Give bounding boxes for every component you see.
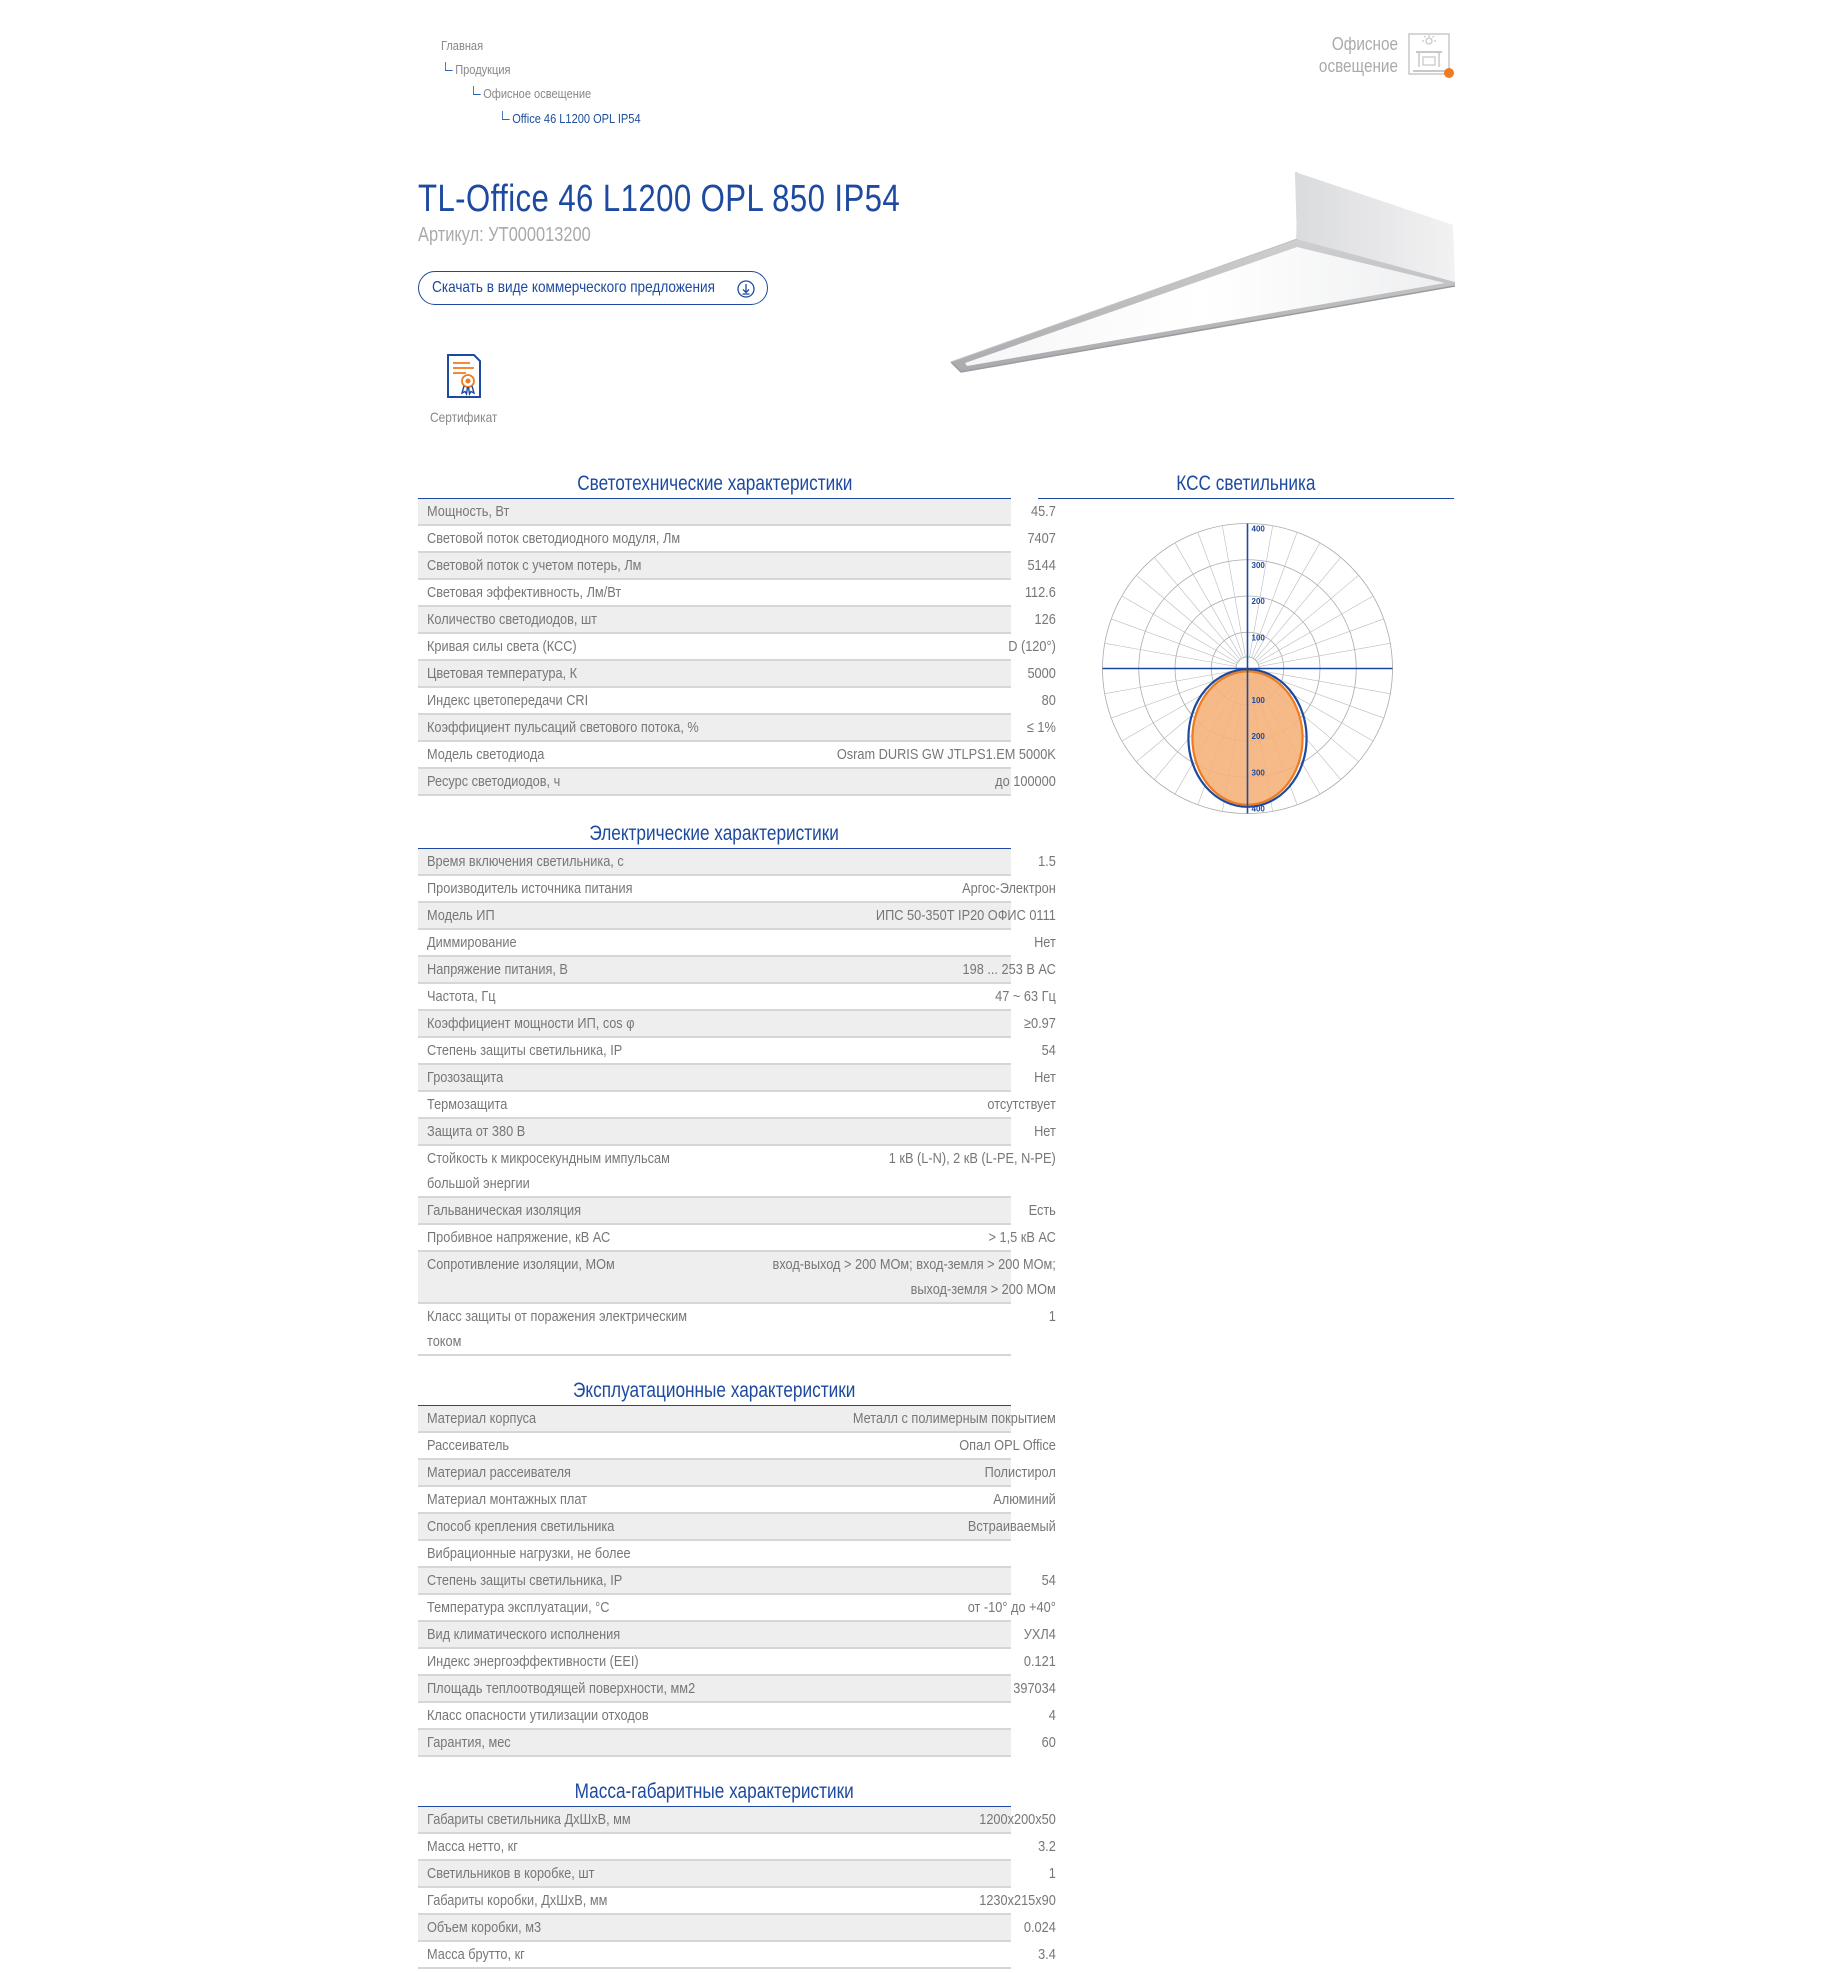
spec-row: [418, 1676, 1056, 1703]
spec-section-title: [418, 820, 1011, 849]
spec-value-text: до 100000: [995, 773, 1056, 790]
spec-value: [703, 849, 1056, 874]
spec-key: [418, 903, 703, 928]
spec-key: [418, 688, 703, 713]
spec-key: [418, 1888, 703, 1913]
spec-key-text: Класс защиты от поражения электрическим током: [427, 1308, 688, 1350]
spec-row: [418, 1915, 1056, 1942]
spec-key-text: Объем коробки, м3: [427, 1919, 542, 1936]
category-line1: Офисное: [1331, 34, 1398, 54]
spec-key-text: Материал рассеивателя: [427, 1464, 571, 1481]
spec-key-text: Степень защиты светильника, IP: [427, 1572, 623, 1589]
spec-value: [703, 769, 1056, 794]
spec-key: [418, 1487, 703, 1512]
spec-key-text: Защита от 380 В: [427, 1123, 526, 1140]
spec-value-text: 47 ~ 63 Гц: [995, 988, 1056, 1005]
spec-key: [418, 1065, 703, 1090]
spec-key: [418, 1676, 703, 1701]
spec-section: [418, 470, 1056, 796]
spec-value-text: 54: [1041, 1042, 1056, 1059]
spec-row: [418, 1487, 1056, 1514]
spec-value-text: 112.6: [1024, 584, 1056, 601]
spec-value: [703, 1225, 1056, 1250]
spec-key-text: Цветовая температура, К: [427, 665, 578, 682]
spec-value: [703, 580, 1056, 605]
spec-value: [703, 930, 1056, 955]
spec-key-text: Световая эффективность, Лм/Вт: [427, 584, 622, 601]
spec-value: [703, 553, 1056, 578]
spec-value: [703, 1730, 1056, 1755]
spec-row: [418, 1065, 1056, 1092]
spec-value: [703, 1065, 1056, 1090]
spec-key-text: Грозозащита: [427, 1069, 504, 1086]
breadcrumb-home[interactable]: Главная: [441, 38, 484, 53]
download-icon: [737, 280, 755, 298]
spec-key: [418, 1119, 703, 1144]
spec-value-text: 60: [1041, 1734, 1056, 1751]
spec-value: [703, 1861, 1056, 1886]
spec-key: [418, 1092, 703, 1117]
spec-key-text: Мощность, Вт: [427, 503, 510, 520]
spec-key: [418, 499, 703, 524]
breadcrumb-item-office-lighting[interactable]: [473, 86, 591, 101]
spec-value-text: 4: [1048, 1707, 1056, 1724]
spec-table: [418, 849, 1056, 1356]
certificate-label[interactable]: Сертификат: [430, 409, 498, 425]
spec-key: [418, 526, 703, 551]
spec-key: [418, 1730, 703, 1755]
spec-value: [703, 499, 1056, 524]
spec-row: [418, 1622, 1056, 1649]
spec-row: [418, 1092, 1056, 1119]
spec-key: [418, 1834, 703, 1859]
spec-row: [418, 1146, 1056, 1198]
spec-value-text: Нет: [1034, 934, 1056, 951]
spec-value-text: 126: [1034, 611, 1056, 628]
spec-value-text: 3.4: [1038, 1946, 1056, 1963]
spec-row: [418, 1011, 1056, 1038]
download-offer-label: Скачать в виде коммерческого предложения: [432, 279, 715, 296]
polar-grid-spoke: [1222, 526, 1245, 657]
spec-section-title: [418, 470, 1011, 499]
polar-tick-label: 200: [1251, 732, 1265, 741]
spec-key: [418, 742, 703, 767]
spec-key: [418, 1146, 703, 1196]
spec-value: [703, 1304, 1056, 1354]
spec-value-text: 198 ... 253 В АС: [962, 961, 1056, 978]
spec-key: [418, 1942, 703, 1967]
spec-value: [703, 1460, 1056, 1485]
spec-key-text: Рассеиватель: [427, 1437, 510, 1454]
spec-key-text: Пробивное напряжение, кВ АС: [427, 1229, 611, 1246]
spec-key: [418, 1198, 703, 1223]
spec-key-text: Производитель источника питания: [427, 880, 633, 897]
spec-key: [418, 1038, 703, 1063]
spec-key-text: Количество светодиодов, шт: [427, 611, 598, 628]
spec-key: [418, 1406, 703, 1431]
spec-value-text: Опал OPL Office: [959, 1437, 1056, 1454]
spec-key-text: Габариты коробки, ДхШхВ, мм: [427, 1892, 608, 1909]
spec-row: [418, 1198, 1056, 1225]
spec-key: [418, 769, 703, 794]
spec-key-text: Площадь теплоотводящей поверхности, мм2: [427, 1680, 696, 1697]
spec-row: [418, 526, 1056, 553]
spec-key: [418, 1622, 703, 1647]
spec-key-text: Модель ИП: [427, 907, 495, 924]
spec-value: [703, 742, 1056, 767]
spec-section-title-text: Электрические характеристики: [589, 822, 840, 845]
product-image: [945, 170, 1455, 385]
polar-grid-spoke: [1105, 643, 1236, 666]
tree-branch-icon: [502, 111, 510, 120]
spec-value: [703, 1915, 1056, 1940]
spec-value: [703, 1514, 1056, 1539]
spec-value: [703, 1119, 1056, 1144]
spec-value-text: Встраиваемый: [967, 1518, 1056, 1535]
spec-row: [418, 742, 1056, 769]
spec-value-text: 1 кВ (L-N), 2 кВ (L-PE, N-PE): [888, 1150, 1056, 1167]
spec-row: [418, 1038, 1056, 1065]
spec-key: [418, 607, 703, 632]
spec-section-title-text: Светотехнические характеристики: [576, 472, 853, 495]
tree-branch-icon: [445, 62, 453, 71]
spec-value-text: Osram DURIS GW JTLPS1.EM 5000K: [836, 746, 1056, 763]
spec-key: [418, 984, 703, 1009]
spec-row: [418, 1595, 1056, 1622]
spec-value: [703, 607, 1056, 632]
spec-value-text: 5144: [1027, 557, 1056, 574]
spec-row: [418, 499, 1056, 526]
spec-value: [703, 715, 1056, 740]
spec-row: [418, 1514, 1056, 1541]
download-offer-button[interactable]: [418, 271, 768, 305]
spec-section: [418, 1778, 1056, 1969]
spec-key-text: Материал монтажных плат: [427, 1491, 587, 1508]
product-title: TL-Office 46 L1200 OPL 850 IP54: [418, 178, 901, 220]
spec-row: [418, 1252, 1056, 1304]
spec-row: [418, 1541, 1011, 1568]
spec-key: [418, 1703, 703, 1728]
spec-key: [418, 580, 703, 605]
spec-value: [703, 1942, 1056, 1967]
spec-value-text: 0.121: [1023, 1653, 1056, 1670]
spec-section-title: [418, 1778, 1011, 1807]
spec-section-title: [418, 1377, 1011, 1406]
category-line2: освещение: [1318, 56, 1398, 76]
spec-key-text: Стойкость к микросекундным импульсам большой энергии: [427, 1150, 670, 1192]
breadcrumb-label: Office 46 L1200 OPL IP54: [512, 111, 641, 126]
spec-key-text: Способ крепления светильника: [427, 1518, 615, 1535]
spec-value-text: Аргос-Электрон: [962, 880, 1056, 897]
spec-row: [418, 1304, 1056, 1356]
spec-value-text: Есть: [1028, 1202, 1056, 1219]
certificate-icon[interactable]: [444, 353, 484, 399]
spec-value: [703, 661, 1056, 686]
spec-key: [418, 634, 703, 659]
spec-key-text: Время включения светильника, с: [427, 853, 624, 870]
spec-row: [418, 1119, 1056, 1146]
spec-key-text: Диммирование: [427, 934, 517, 951]
spec-row: [418, 903, 1056, 930]
spec-key: [418, 1460, 703, 1485]
spec-value-text: 45.7: [1030, 503, 1056, 520]
spec-value: [703, 957, 1056, 982]
office-lighting-icon[interactable]: [1408, 33, 1454, 79]
spec-value: [703, 1038, 1056, 1063]
spec-section-title-text: Эксплуатационные характеристики: [573, 1379, 856, 1402]
spec-value-text: Нет: [1034, 1123, 1056, 1140]
spec-row: [418, 1834, 1056, 1861]
polar-tick-label: 400: [1251, 524, 1265, 534]
spec-value: [703, 1487, 1056, 1512]
spec-value: [703, 1011, 1056, 1036]
spec-key: [418, 1304, 703, 1354]
spec-value-text: УХЛ4: [1023, 1626, 1056, 1643]
spec-value: [703, 1649, 1056, 1674]
spec-row: [418, 1406, 1056, 1433]
breadcrumb-label: Продукция: [455, 62, 511, 77]
spec-row: [418, 1568, 1056, 1595]
spec-row: [418, 957, 1056, 984]
spec-value: [703, 1807, 1056, 1832]
spec-value: [703, 1834, 1056, 1859]
spec-key-text: Материал корпуса: [427, 1410, 537, 1427]
polar-grid-spoke: [1259, 643, 1390, 666]
spec-section: [418, 1377, 1056, 1757]
spec-key: [418, 1433, 703, 1458]
spec-key-text: Индекс цветопередачи CRI: [427, 692, 589, 709]
ksc-title-text: КСС светильника: [1176, 472, 1316, 495]
spec-value: [703, 526, 1056, 551]
spec-row: [418, 1225, 1056, 1252]
spec-key-text: Кривая силы света (КСС): [427, 638, 577, 655]
spec-row: [418, 661, 1056, 688]
spec-value: [703, 1622, 1056, 1647]
polar-tick-label: 300: [1251, 768, 1265, 778]
spec-value: [703, 688, 1056, 713]
spec-value: [703, 1888, 1056, 1913]
spec-value-text: Алюминий: [993, 1491, 1056, 1508]
polar-tick-label: 100: [1251, 695, 1265, 705]
spec-row: [418, 1861, 1056, 1888]
spec-key-text: Частота, Гц: [427, 988, 496, 1005]
spec-value-text: Нет: [1034, 1069, 1056, 1086]
spec-value: [703, 1568, 1056, 1593]
spec-value: [703, 984, 1056, 1009]
spec-value: [703, 1541, 1011, 1566]
spec-value-text: D (120°): [1008, 638, 1056, 655]
spec-value-text: 397034: [1013, 1680, 1056, 1697]
spec-value-text: Полистирол: [984, 1464, 1056, 1481]
polar-tick-label: 200: [1251, 597, 1265, 606]
spec-key: [418, 1541, 703, 1566]
spec-key-text: Вибрационные нагрузки, не более: [427, 1545, 631, 1562]
spec-key-text: Класс опасности утилизации отходов: [427, 1707, 649, 1724]
spec-value-text: 1: [1048, 1865, 1056, 1882]
spec-value-text: 1.5: [1038, 853, 1056, 870]
spec-key-text: Ресурс светодиодов, ч: [427, 773, 561, 790]
spec-key-text: Модель светодиода: [427, 746, 545, 763]
spec-value: [703, 876, 1056, 901]
polar-grid-spoke: [1256, 575, 1358, 661]
spec-value: [703, 1198, 1056, 1223]
spec-key: [418, 876, 703, 901]
spec-value-text: 54: [1041, 1572, 1056, 1589]
spec-row: [418, 1730, 1056, 1757]
spec-value-text: 5000: [1027, 665, 1056, 682]
spec-value: [703, 1092, 1056, 1117]
breadcrumb-label: Офисное освещение: [483, 86, 592, 101]
spec-key-text: Коэффициент мощности ИП, cos φ: [427, 1015, 635, 1032]
spec-value-text: 80: [1041, 692, 1056, 709]
spec-section: [418, 820, 1056, 1356]
spec-row: [418, 715, 1056, 742]
spec-row: [418, 607, 1056, 634]
spec-key-text: Коэффициент пульсаций светового потока, %: [427, 719, 699, 736]
spec-row: [418, 876, 1056, 903]
spec-row: [418, 688, 1056, 715]
spec-row: [418, 1703, 1056, 1730]
spec-row: [418, 1433, 1056, 1460]
spec-value: [703, 1146, 1056, 1196]
spec-value-text: ≤ 1%: [1026, 719, 1056, 736]
spec-key: [418, 1595, 703, 1620]
spec-key-text: Гальваническая изоляция: [427, 1202, 582, 1219]
spec-section-title-text: Масса-габаритные характеристики: [574, 1780, 855, 1803]
spec-row: [418, 1888, 1056, 1915]
spec-key-text: Индекс энергоэффективности (EEI): [427, 1653, 639, 1670]
spec-key-text: Гарантия, мес: [427, 1734, 511, 1751]
spec-key: [418, 930, 703, 955]
ksc-title: [1038, 470, 1454, 499]
spec-row: [418, 580, 1056, 607]
polar-diagram: [1095, 516, 1400, 821]
spec-row: [418, 1942, 1056, 1969]
spec-value-text: 7407: [1027, 530, 1056, 547]
spec-key: [418, 1225, 703, 1250]
spec-value-text: 1: [1048, 1308, 1056, 1325]
spec-key: [418, 1915, 703, 1940]
spec-row: [418, 1807, 1056, 1834]
spec-key: [418, 1807, 703, 1832]
polar-tick-label: 400: [1251, 804, 1265, 814]
spec-key: [418, 661, 703, 686]
spec-value-text: 3.2: [1038, 1838, 1056, 1855]
spec-row: [418, 1460, 1056, 1487]
spec-key: [418, 1252, 703, 1302]
polar-grid-spoke: [1136, 575, 1238, 661]
spec-value: [703, 1406, 1056, 1431]
spec-row: [418, 553, 1056, 580]
spec-value-text: 0.024: [1023, 1919, 1056, 1936]
spec-table: [418, 1406, 1056, 1757]
spec-key: [418, 1649, 703, 1674]
spec-value: [703, 1252, 1056, 1302]
spec-key-text: Габариты светильника ДхШхВ, мм: [427, 1811, 631, 1828]
spec-value-text: ИПС 50-350Т IP20 ОФИС 0111: [875, 907, 1056, 924]
product-article: Артикул: УТ000013200: [418, 224, 591, 246]
breadcrumb-item-current: [502, 111, 641, 126]
spec-key-text: Масса нетто, кг: [427, 1838, 518, 1855]
spec-row: [418, 849, 1056, 876]
spec-key: [418, 1568, 703, 1593]
spec-key-text: Термозащита: [427, 1096, 508, 1113]
spec-key: [418, 715, 703, 740]
spec-value: [703, 903, 1056, 928]
tree-branch-icon: [473, 86, 481, 95]
spec-key-text: Светильников в коробке, шт: [427, 1865, 595, 1882]
spec-row: [418, 634, 1056, 661]
spec-key: [418, 849, 703, 874]
spec-key-text: Световой поток светодиодного модуля, Лм: [427, 530, 681, 547]
spec-key-text: Сопротивление изоляции, МОм: [427, 1256, 615, 1273]
spec-value-text: 1200х200х50: [979, 1811, 1056, 1828]
spec-value-text: отсутствует: [987, 1096, 1056, 1113]
spec-row: [418, 769, 1056, 796]
category-label[interactable]: [1288, 33, 1399, 77]
spec-key: [418, 553, 703, 578]
spec-row: [418, 930, 1056, 957]
polar-grid-spoke: [1255, 557, 1341, 659]
spec-key: [418, 1861, 703, 1886]
spec-value-text: ≥0.97: [1023, 1015, 1056, 1032]
polar-tick-label: 300: [1251, 560, 1265, 570]
spec-value-text: 1230х215х90: [979, 1892, 1056, 1909]
spec-table: [418, 499, 1056, 796]
spec-key-text: Масса брутто, кг: [427, 1946, 525, 1963]
breadcrumb-item-products[interactable]: [445, 62, 510, 77]
spec-value-text: Металл с полимерным покрытием: [852, 1410, 1056, 1427]
spec-key-text: Температура эксплуатации, °С: [427, 1599, 610, 1616]
spec-row: [418, 984, 1056, 1011]
spec-value: [703, 1595, 1056, 1620]
polar-grid-spoke: [1154, 557, 1240, 659]
spec-key-text: Степень защиты светильника, IP: [427, 1042, 623, 1059]
spec-key: [418, 1514, 703, 1539]
spec-key-text: Световой поток с учетом потерь, Лм: [427, 557, 642, 574]
spec-key-text: Вид климатического исполнения: [427, 1626, 621, 1643]
polar-tick-label: 100: [1251, 633, 1265, 643]
spec-key: [418, 1011, 703, 1036]
spec-row: [418, 1649, 1056, 1676]
spec-table: [418, 1807, 1056, 1969]
spec-value: [703, 1703, 1056, 1728]
spec-key-text: Напряжение питания, В: [427, 961, 568, 978]
spec-value-text: > 1,5 кВ АС: [988, 1229, 1056, 1246]
spec-value-text: вход-выход > 200 МОм; вход-земля > 200 МОм; выход-земля > 200 МОм: [772, 1256, 1056, 1298]
spec-value: [703, 1433, 1056, 1458]
spec-value-text: от -10° до +40°: [967, 1599, 1056, 1616]
spec-value: [703, 1676, 1056, 1701]
spec-key: [418, 957, 703, 982]
spec-value: [703, 634, 1056, 659]
